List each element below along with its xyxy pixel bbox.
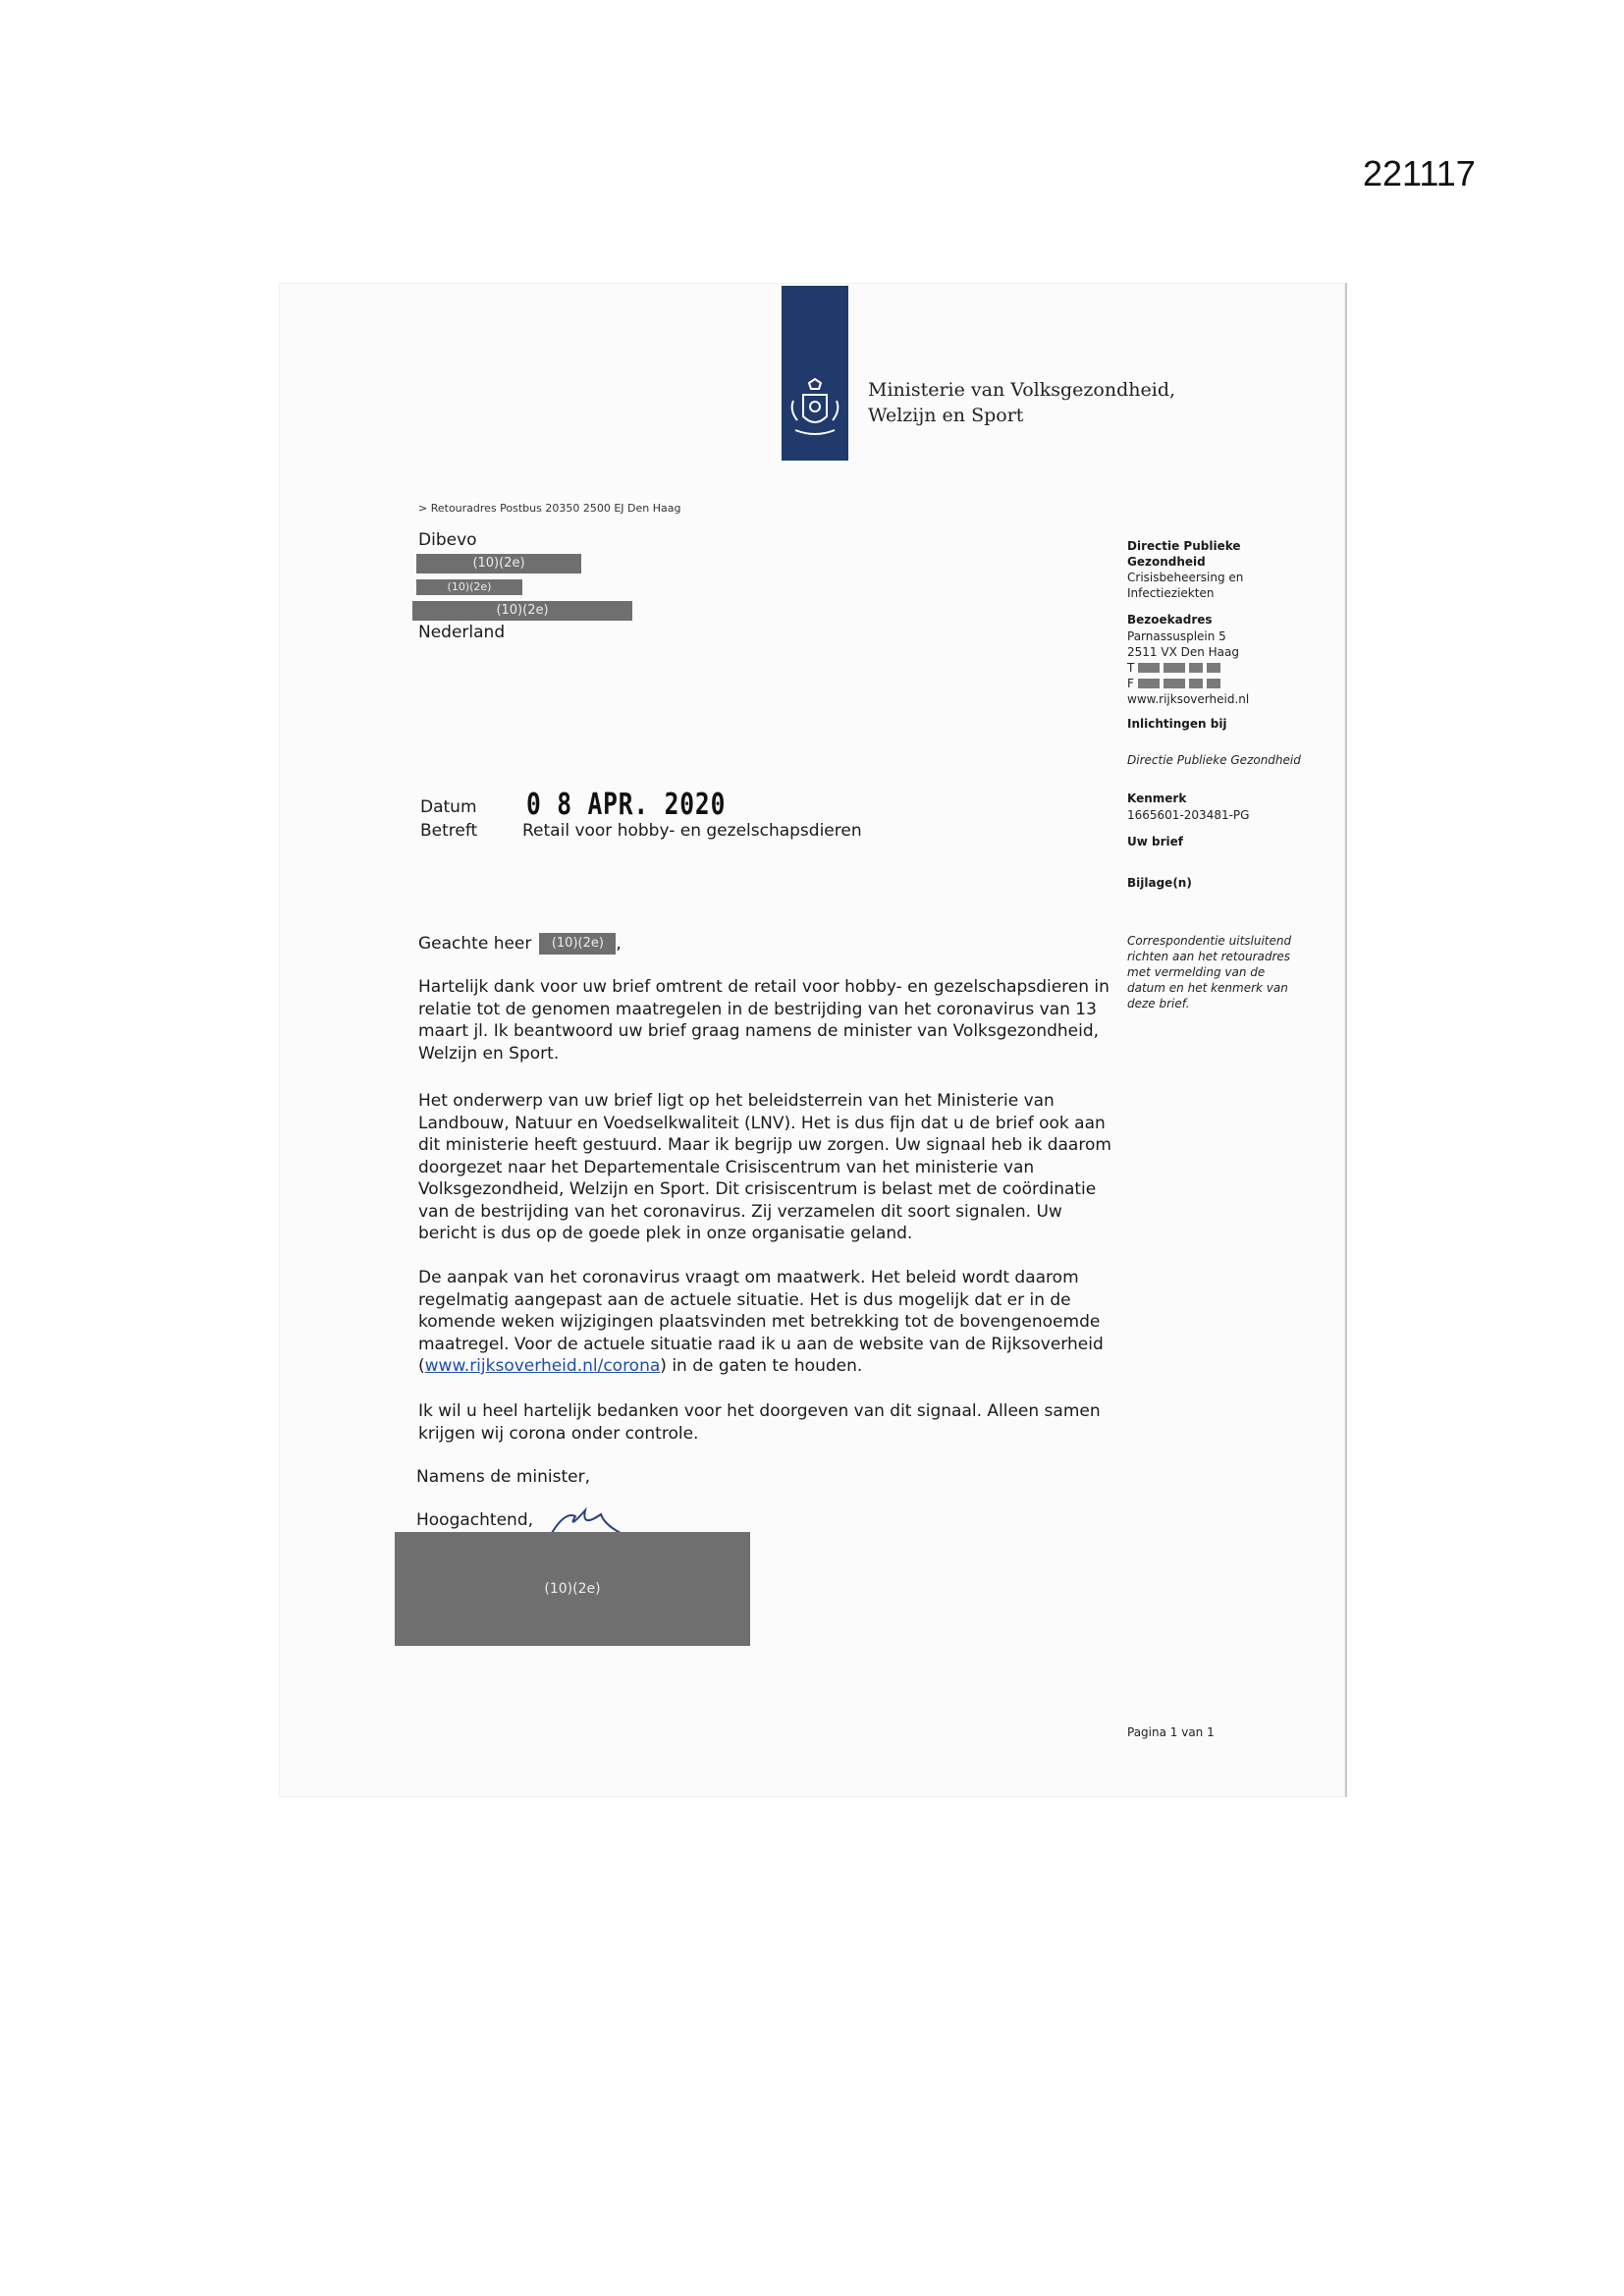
page-number: Pagina 1 van 1 (1127, 1725, 1215, 1739)
salutation (418, 933, 622, 955)
fax-redacted (1207, 679, 1220, 688)
closing-regards: Hoogachtend, (416, 1510, 534, 1530)
sidebar-attachments-label: Bijlage(n) (1127, 876, 1192, 890)
closing-on-behalf: Namens de minister, (416, 1467, 590, 1487)
recipient-country: Nederland (418, 623, 506, 642)
sidebar-your-letter-label: Uw brief (1127, 835, 1183, 848)
date-label: Datum (420, 797, 477, 817)
sidebar-directorate-sub2: Infectieziekten (1127, 586, 1215, 600)
telephone-redacted (1189, 663, 1203, 673)
salutation-comma: , (616, 934, 622, 954)
ministry-name-line2: Welzijn en Sport (868, 405, 1024, 426)
corona-website-link[interactable]: www.rijksoverheid.nl/corona (424, 1356, 661, 1376)
telephone-redacted (1164, 663, 1185, 673)
sidebar-directorate-sub1: Crisisbeheersing en (1127, 571, 1244, 584)
fax-redacted (1189, 679, 1203, 688)
sidebar-visit-city: 2511 VX Den Haag (1127, 645, 1239, 659)
paragraph-3-text-end: ) in de gaten te houden. (660, 1356, 863, 1376)
sidebar-fax (1127, 676, 1220, 691)
fax-redacted (1164, 679, 1185, 688)
sidebar-correspondence-note: Correspondentie uitsluitend richten aan het retouradres met vermelding van de datum en het kenmerk van deze brief. (1127, 934, 1292, 1011)
sidebar-info-label: Inlichtingen bij (1127, 717, 1227, 731)
salutation-redacted: (10)(2e) (539, 933, 616, 955)
sidebar-visit-label: Bezoekadres (1127, 613, 1213, 627)
subject-value: Retail voor hobby- en gezelschapsdieren (522, 821, 862, 841)
telephone-redacted (1138, 663, 1160, 673)
document-number: 221117 (1363, 153, 1476, 193)
recipient-redacted-line3: (10)(2e) (412, 601, 632, 621)
ministry-name (868, 377, 1175, 428)
signature-redacted: (10)(2e) (395, 1532, 750, 1646)
fax-redacted (1138, 679, 1160, 688)
sidebar-website[interactable]: www.rijksoverheid.nl (1127, 692, 1250, 706)
letter-paragraph-3 (418, 1267, 1117, 1378)
subject-label: Betreft (420, 821, 478, 841)
sidebar-reference-label: Kenmerk (1127, 792, 1187, 805)
sidebar-telephone (1127, 660, 1220, 676)
sidebar-info-value: Directie Publieke Gezondheid (1127, 753, 1301, 767)
sidebar-directorate-title: Directie Publieke Gezondheid (1127, 539, 1241, 569)
letter-paragraph-2: Het onderwerp van uw brief ligt op het beleidsterrein van het Ministerie van Landbouw, Natuur en Voedselkwaliteit (LNV). Het is dus fijn dat u de brief ook aan dit ministerie heeft gestuurd. Maar ik begrijp uw zorgen. Uw signaal heb ik daarom doorgezet naar het Departementale Crisiscentrum van het ministerie van Volksgezondheid, Welzijn en Sport. Dit crisiscentrum is belast met de coördinatie van de bestrijding van het coronavirus. Zij verzamelen dit soort signalen. Uw bericht is dus op de goede plek in onze organisatie geland. (418, 1091, 1111, 1243)
ministry-name-line1: Ministerie van Volksgezondheid, (868, 379, 1176, 401)
letter-paragraph-1: Hartelijk dank voor uw brief omtrent de retail voor hobby- en gezelschapsdieren in relatie tot de genomen maatregelen in de bestrijding van het coronavirus van 13 maart jl. Ik beantwoord uw brief graag namens de minister van Volksgezondheid, Welzijn en Sport. (418, 977, 1110, 1064)
date-stamp: 0 8 APR. 2020 (526, 788, 727, 822)
salutation-text: Geachte heer (418, 934, 532, 954)
letter-paragraph-4: Ik wil u heel hartelijk bedanken voor het doorgeven van dit signaal. Alleen samen krijgen wij corona onder controle. (418, 1401, 1101, 1444)
sidebar-reference-value: 1665601-203481-PG (1127, 808, 1250, 822)
recipient-redacted-line2: (10)(2e) (416, 579, 522, 595)
telephone-prefix: T (1127, 661, 1135, 675)
sidebar-visit-street: Parnassusplein 5 (1127, 629, 1226, 643)
fax-prefix: F (1127, 677, 1134, 690)
recipient-redacted-line1: (10)(2e) (416, 554, 581, 574)
return-address: > Retouradres Postbus 20350 2500 EJ Den Haag (418, 502, 681, 515)
recipient-name: Dibevo (418, 530, 477, 550)
telephone-redacted (1207, 663, 1220, 673)
paragraph-3-text: De aanpak van het coronavirus vraagt om maatwerk. Het beleid wordt daarom regelmatig aangepast aan de actuele situatie. Het is dus mogelijk dat er in de komende weken wijzigingen plaatsvinden met betrekking tot de bovengenoemde maatregel. Voor de actuele situatie raad ik u aan de website van de Rijksoverheid ( (418, 1268, 1104, 1376)
royal-crest-icon (785, 377, 844, 442)
